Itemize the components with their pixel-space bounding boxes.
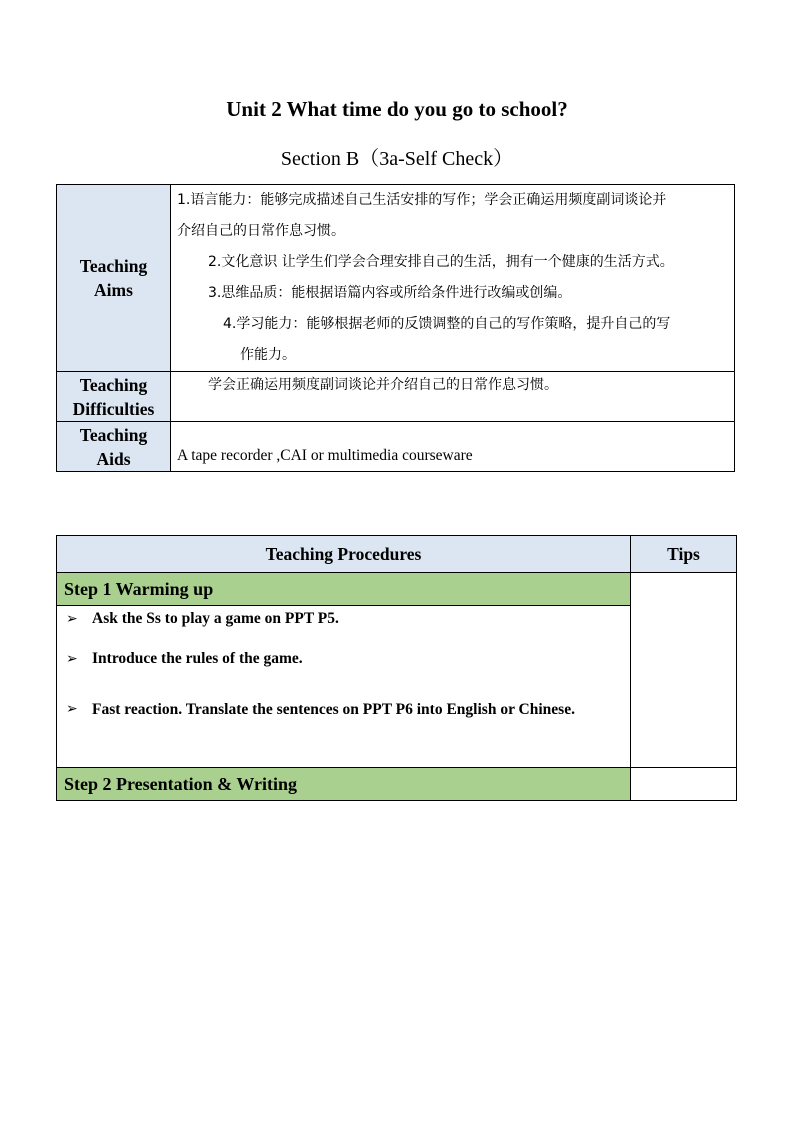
procedures-header: Teaching Procedures <box>57 536 631 573</box>
aims-label: Teaching Aims <box>57 185 171 372</box>
step2-title: Step 2 Presentation & Writing <box>57 768 631 801</box>
aims-row <box>57 185 735 372</box>
arrow-bullet-icon: ➢ <box>66 701 78 717</box>
arrow-bullet-icon: ➢ <box>66 611 78 627</box>
list-item: ➢ Fast reaction. Translate the sentences on PPT P6 into English or Chinese. <box>57 696 630 723</box>
step2-tips <box>631 768 737 801</box>
aims-line: 介绍自己的日常作息习惯。 <box>177 223 345 239</box>
aims-line: 作能力。 <box>240 347 296 363</box>
list-item: ➢ Ask the Ss to play a game on PPT P5. <box>57 608 630 630</box>
aids-content: A tape recorder ,CAI or multimedia courseware <box>171 422 735 472</box>
page-title: Unit 2 What time do you go to school? <box>226 97 568 121</box>
teaching-info-table <box>56 184 735 472</box>
step2-row <box>57 768 737 801</box>
aims-line: 2.文化意识 让学生们学会合理安排自己的生活，拥有一个健康的生活方式。 <box>208 254 674 270</box>
difficulties-row <box>57 372 735 422</box>
difficulties-label: Teaching Difficulties <box>57 372 171 422</box>
aims-line: 4.学习能力：能够根据老师的反馈调整的自己的写作策略，提升自己的写 <box>223 316 671 332</box>
tips-header: Tips <box>631 536 737 573</box>
page-subtitle: Section B（3a-Self Check） <box>280 148 514 170</box>
difficulties-content: 学会正确运用频度副词谈论并介绍自己的日常作息习惯。 <box>171 372 735 422</box>
procedures-header-row <box>57 536 737 573</box>
aids-row <box>57 422 735 472</box>
aims-content <box>171 185 735 372</box>
step1-row <box>57 573 737 606</box>
step1-items <box>57 606 631 768</box>
aims-line: 3.思维品质：能根据语篇内容或所给条件进行改编或创编。 <box>208 285 572 301</box>
aids-label: Teaching Aids <box>57 422 171 472</box>
step1-tips <box>631 573 737 768</box>
arrow-bullet-icon: ➢ <box>66 651 78 667</box>
step1-title: Step 1 Warming up <box>57 573 631 606</box>
aims-line: 1.语言能力：能够完成描述自己生活安排的写作；学会正确运用频度副词谈论并 <box>177 192 667 208</box>
procedures-table <box>56 535 737 801</box>
list-item: ➢ Introduce the rules of the game. <box>57 648 630 670</box>
